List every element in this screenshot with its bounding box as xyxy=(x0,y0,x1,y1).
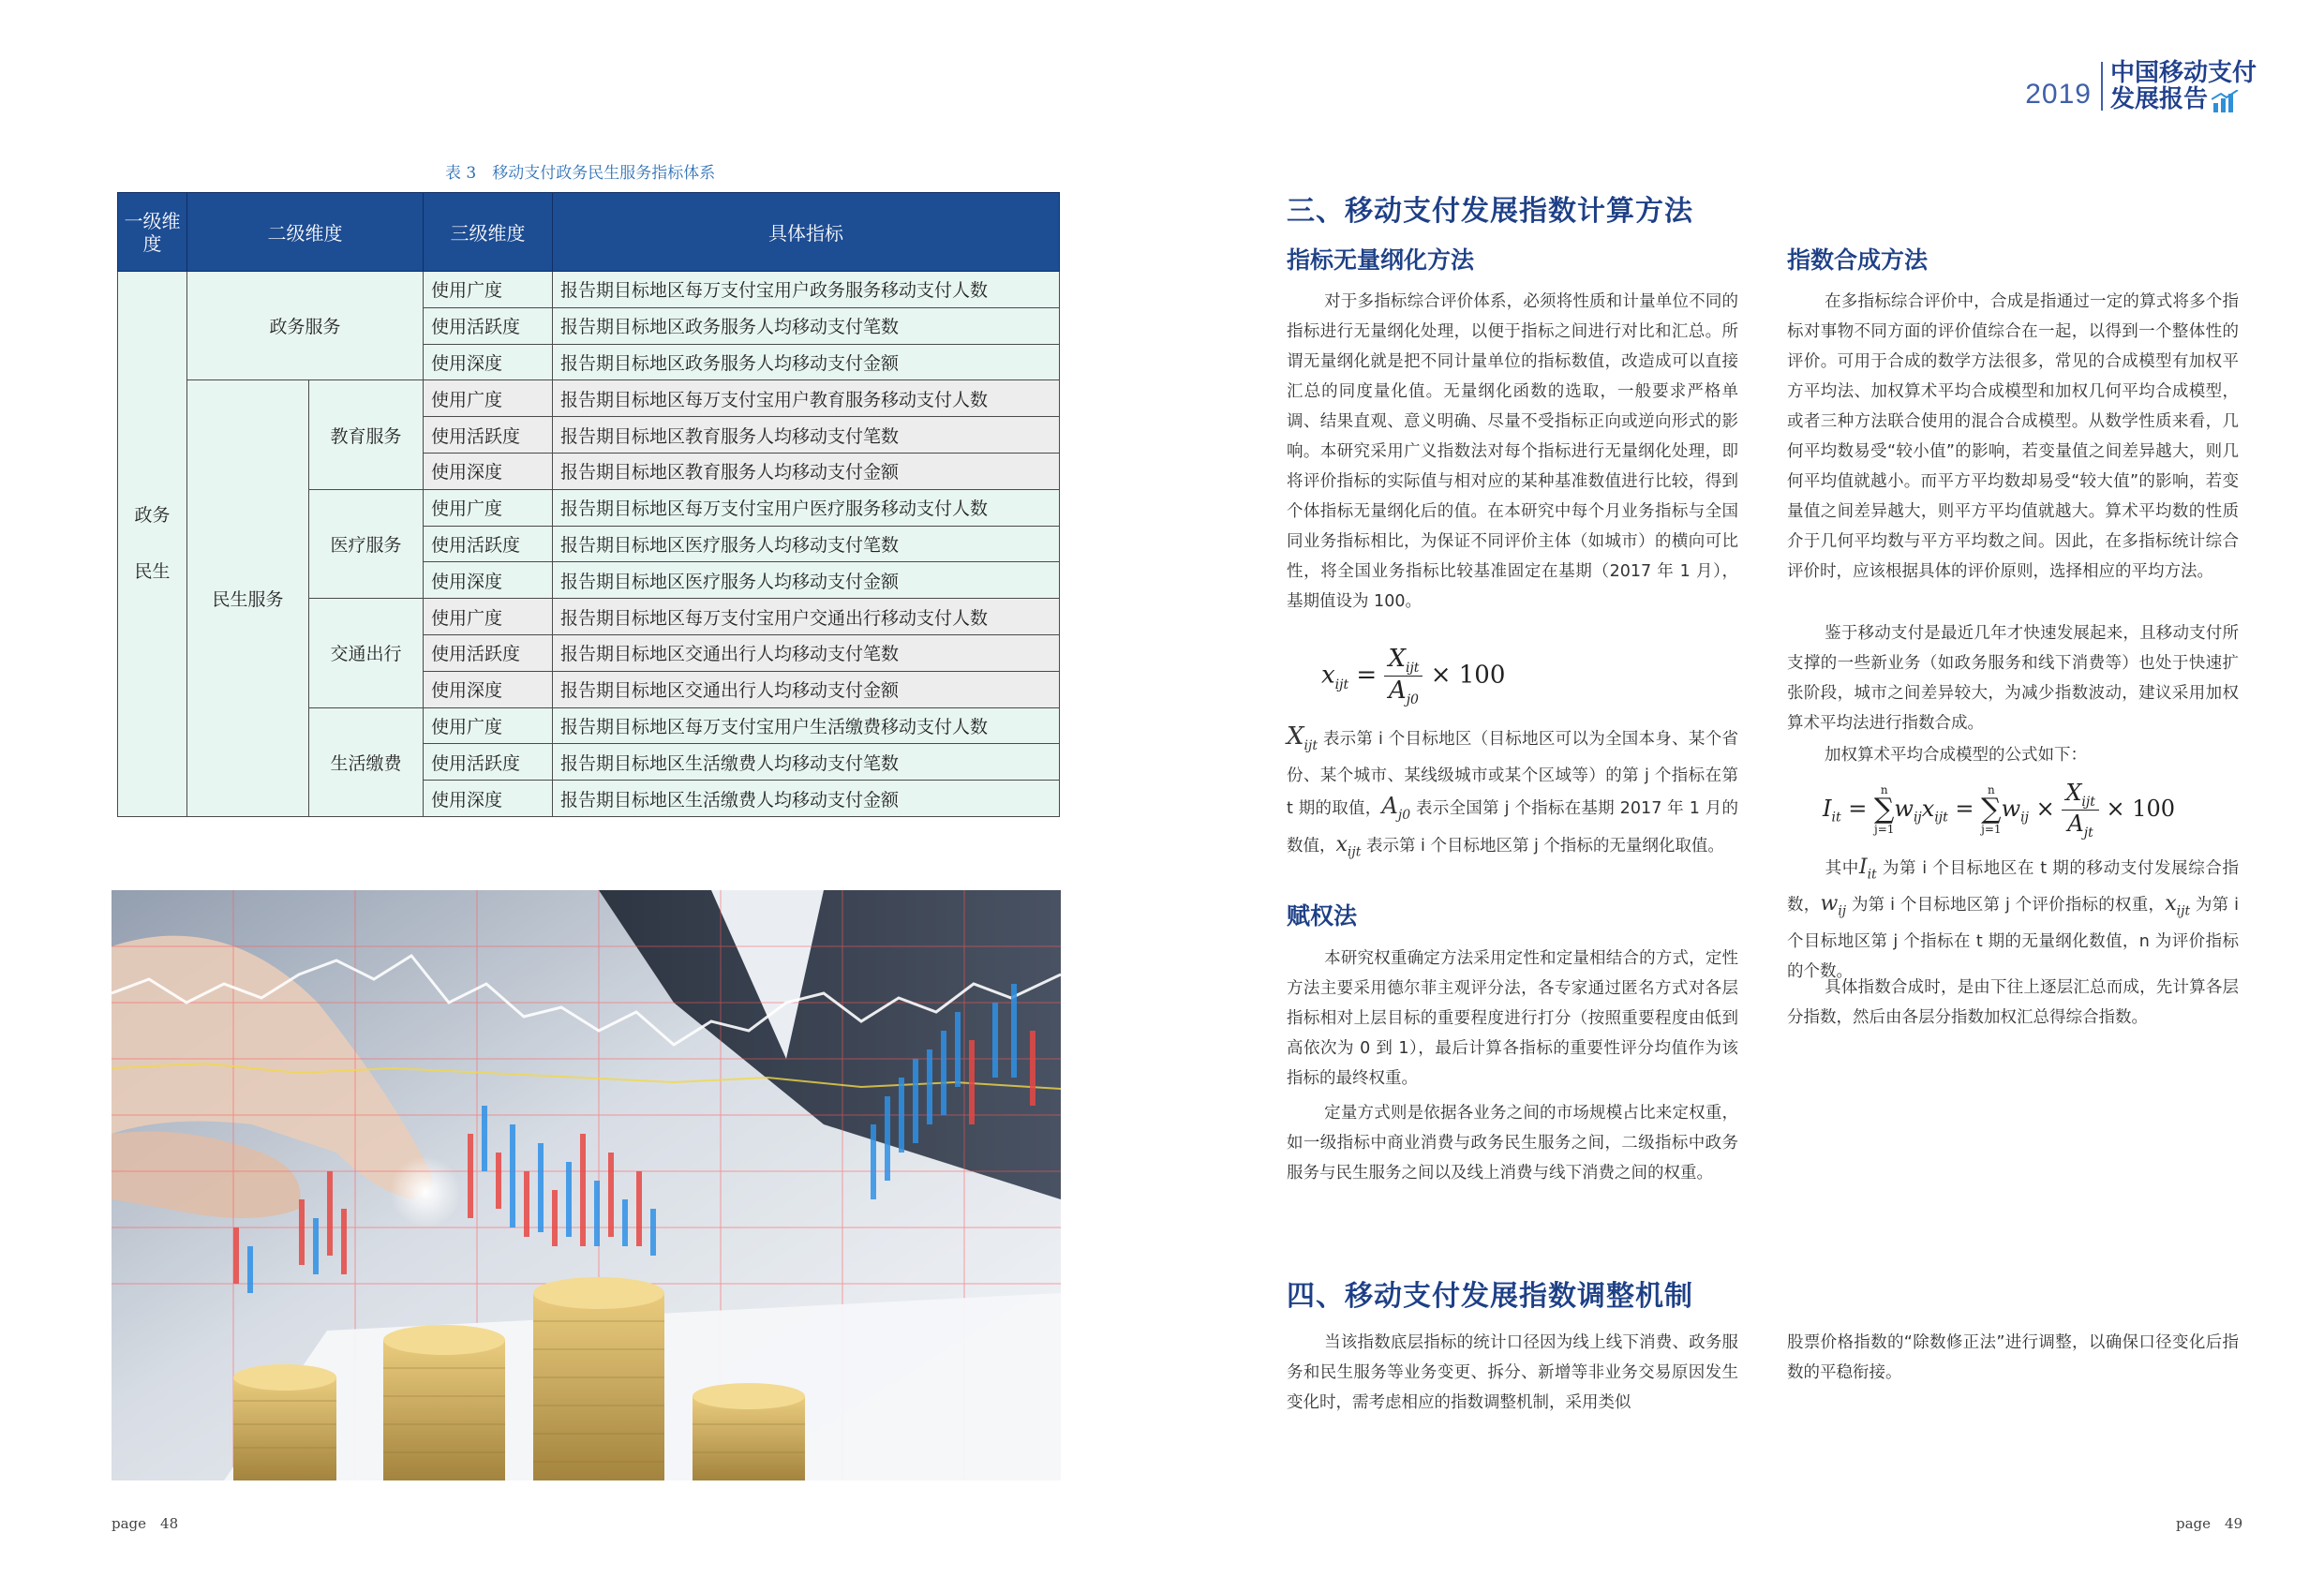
cell-indicator: 报告期目标地区交通出行人均移动支付笔数 xyxy=(553,634,1060,671)
para-dimensionless: 对于多指标综合评价体系，必须将性质和计量单位不同的指标进行无量纲化处理，以便于指标之间进行对比和汇总。所谓无量纲化就是把不同计量单位的指标数值，改造成可以直接汇总的同度量化值。无量纲化函数的选取，一般要求严格单调、结果直观、意义明确、尽量不受指标正向或逆向形式的影响。本研究采用广义指数法对每个指标进行无量纲化处理，即将评价指标的实际值与相对应的某种基准数值进行比较，得到个体指标无量纲化后的值。在本研究中每个月业务指标与全国同业务指标相比，为保证不同评价主体（如城市）的横向可比性，将全国业务指标比较基准固定在基期（2017 年 1 月），基期值设为 100。 xyxy=(1287,292,1738,611)
sub-synthesis: 指数合成方法 xyxy=(1787,246,1929,274)
cell-level3: 使用深度 xyxy=(424,453,553,489)
cell-gov-service: 政务服务 xyxy=(187,272,424,380)
logo-title xyxy=(2103,60,2257,112)
cell-indicator: 报告期目标地区每万支付宝用户教育服务移动支付人数 xyxy=(553,380,1060,417)
bar-chart-icon xyxy=(2212,90,2240,112)
cell-indicator: 报告期目标地区生活缴费人均移动支付金额 xyxy=(553,781,1060,817)
section3-title: 三、移动支付发展指数计算方法 xyxy=(1287,195,1693,228)
sub-weighting: 赋权法 xyxy=(1287,902,1358,930)
header-level3: 三级维度 xyxy=(424,193,553,272)
cell-level3: 使用活跃度 xyxy=(424,744,553,781)
cell-indicator: 报告期目标地区每万支付宝用户医疗服务移动支付人数 xyxy=(553,489,1060,526)
cell-level3: 使用深度 xyxy=(424,344,553,380)
header-level2: 二级维度 xyxy=(187,193,424,272)
table-row xyxy=(118,380,1060,417)
para-synthesis-3: 加权算术平均合成模型的公式如下： xyxy=(1825,746,2087,765)
table-header-row xyxy=(118,193,1060,272)
cell-indicator: 报告期目标地区每万支付宝用户政务服务移动支付人数 xyxy=(553,272,1060,308)
cell-indicator: 报告期目标地区交通出行人均移动支付金额 xyxy=(553,671,1060,707)
cell-edu-service: 教育服务 xyxy=(309,380,424,489)
report-logo xyxy=(2025,60,2257,112)
logo-title-line2: 发展报告 xyxy=(2110,86,2257,112)
formula-dimensionless: $x_{ijt}$ = $\frac{X_{ijt}}{A_{j0}}$ × 100 xyxy=(1321,645,1506,708)
cell-traffic-service: 交通出行 xyxy=(309,599,424,707)
cell-level1: 政务 民生 xyxy=(118,272,187,817)
indicator-table xyxy=(117,192,1060,817)
logo-year: 2019 xyxy=(2025,62,2103,111)
cell-level3: 使用深度 xyxy=(424,562,553,599)
cell-level3: 使用广度 xyxy=(424,272,553,308)
table-caption: 表 3 移动支付政务民生服务指标体系 xyxy=(445,164,716,183)
para-adjustment-1: 当该指数底层指标的统计口径因为线上线下消费、政务服务和民生服务等业务变更、拆分、新增等非业务交易原因发生变化时，需考虑相应的指数调整机制，采用类似 xyxy=(1287,1333,1738,1412)
table-row xyxy=(118,272,1060,308)
header-level1: 一级维度 xyxy=(118,193,187,272)
para-synthesis-1: 在多指标综合评价中，合成是指通过一定的算式将多个指标对事物不同方面的评价值综合在一起，以得到一个整体性的评价。可用于合成的数学方法很多，常见的合成模型有加权平方平均法、加权算术平均合成模型和加权几何平均合成模型，或者三种方法联合使用的混合合成模型。从数学性质来看，几何平均数易受“较小值”的影响，若变量值之间差异越大，则几何平均值就越小。而平方平均数却易受“较大值”的影响，若变量值之间差异越大，则平方平均值就越大。算术平均数的性质介于几何平均数与平方平均数之间。因此，在多指标统计综合评价时，应该根据具体的评价原则，选择相应的平均方法。 xyxy=(1787,292,2239,581)
cell-indicator: 报告期目标地区每万支付宝用户生活缴费移动支付人数 xyxy=(553,707,1060,744)
para-variable-definition: $X_{ijt}$ 表示第 i 个目标地区（目标地区可以为全国本身、某个省份、某个城市、某线级城市或某个区域等）的第 j 个指标在第 t 期的取值，$A_{j0}$ 表示全国第 j 个指标在基期 2017 年 1 月的数值，$x_{ijt}$ 表示第 i 个目标地区第 j 个指标的无量纲化取值。 xyxy=(1287,722,1738,860)
page-number-left: page 48 xyxy=(112,1515,179,1532)
cell-indicator: 报告期目标地区医疗服务人均移动支付笔数 xyxy=(553,526,1060,562)
para-weighting-2: 定量方式则是依据各业务之间的市场规模占比来定权重，如一级指标中商业消费与政务民生服务之间，二级指标中政务服务与民生服务之间以及线上消费与线下消费之间的权重。 xyxy=(1287,1104,1738,1183)
cell-level3: 使用广度 xyxy=(424,707,553,744)
cell-indicator: 报告期目标地区政务服务人均移动支付笔数 xyxy=(553,307,1060,344)
cell-level3: 使用深度 xyxy=(424,781,553,817)
logo-title-line1: 中国移动支付 xyxy=(2109,59,2257,87)
header-indicator: 具体指标 xyxy=(553,193,1060,272)
cell-level3: 使用广度 xyxy=(424,380,553,417)
cell-level3: 使用活跃度 xyxy=(424,634,553,671)
finance-photo-art xyxy=(112,890,1061,1480)
para-weighting-1: 本研究权重确定方法采用定性和定量相结合的方式，定性方法主要采用德尔菲主观评分法，各专家通过匿名方式对各层指标相对上层目标的重要程度进行打分（按照重要程度由低到高依次为 0 到 1），最后计算各指标的重要性评分均值作为该指标的最终权重。 xyxy=(1287,949,1738,1088)
para-synthesis-4: 具体指数合成时，是由下往上逐层汇总而成，先计算各层分指数，然后由各层分指数加权汇总得综合指数。 xyxy=(1787,978,2239,1027)
cell-level3: 使用活跃度 xyxy=(424,526,553,562)
page-number-right: page 49 xyxy=(2176,1515,2243,1532)
cell-indicator: 报告期目标地区教育服务人均移动支付笔数 xyxy=(553,417,1060,454)
cell-indicator: 报告期目标地区医疗服务人均移动支付金额 xyxy=(553,562,1060,599)
cell-indicator: 报告期目标地区每万支付宝用户交通出行移动支付人数 xyxy=(553,599,1060,635)
finance-photo xyxy=(112,890,1061,1480)
sub-dimensionless: 指标无量纲化方法 xyxy=(1287,246,1475,274)
section4-title: 四、移动支付发展指数调整机制 xyxy=(1287,1280,1693,1313)
formula-weighted-mean: $I_{it}$ = n ∑ j=1 $w_{ij}x_{ijt}$ = n ∑ j=1 $w_{ij}$ × $\frac{X_{ijt}}{A_{jt}}$ × 100 xyxy=(1823,780,2176,841)
cell-life-service: 生活缴费 xyxy=(309,707,424,816)
para-adjustment-2: 股票价格指数的“除数修正法”进行调整，以确保口径变化后指数的平稳衔接。 xyxy=(1787,1333,2239,1382)
cell-level3: 使用活跃度 xyxy=(424,417,553,454)
cell-people-service: 民生服务 xyxy=(187,380,309,817)
cell-med-service: 医疗服务 xyxy=(309,489,424,598)
cell-level3: 使用深度 xyxy=(424,671,553,707)
cell-level3: 使用广度 xyxy=(424,599,553,635)
cell-level3: 使用活跃度 xyxy=(424,307,553,344)
cell-indicator: 报告期目标地区政务服务人均移动支付金额 xyxy=(553,344,1060,380)
cell-indicator: 报告期目标地区教育服务人均移动支付金额 xyxy=(553,453,1060,489)
para-synthesis-variables: 其中$I_{it}$ 为第 i 个目标地区在 t 期的移动支付发展综合指数，$w_{ij}$ 为第 i 个目标地区第 j 个评价指标的权重，$x_{ijt}$ 为第 i 个目标地区第 j 个指标在 t 期的无量纲化数值，n 为评价指标的个数。 xyxy=(1787,855,2239,981)
para-synthesis-2: 鉴于移动支付是最近几年才快速发展起来，且移动支付所支撑的一些新业务（如政务服务和线下消费等）也处于快速扩张阶段，城市之间差异较大，为减少指数波动，建议采用加权算术平均法进行指数合成。 xyxy=(1787,624,2239,733)
cell-level3: 使用广度 xyxy=(424,489,553,526)
cell-indicator: 报告期目标地区生活缴费人均移动支付笔数 xyxy=(553,744,1060,781)
